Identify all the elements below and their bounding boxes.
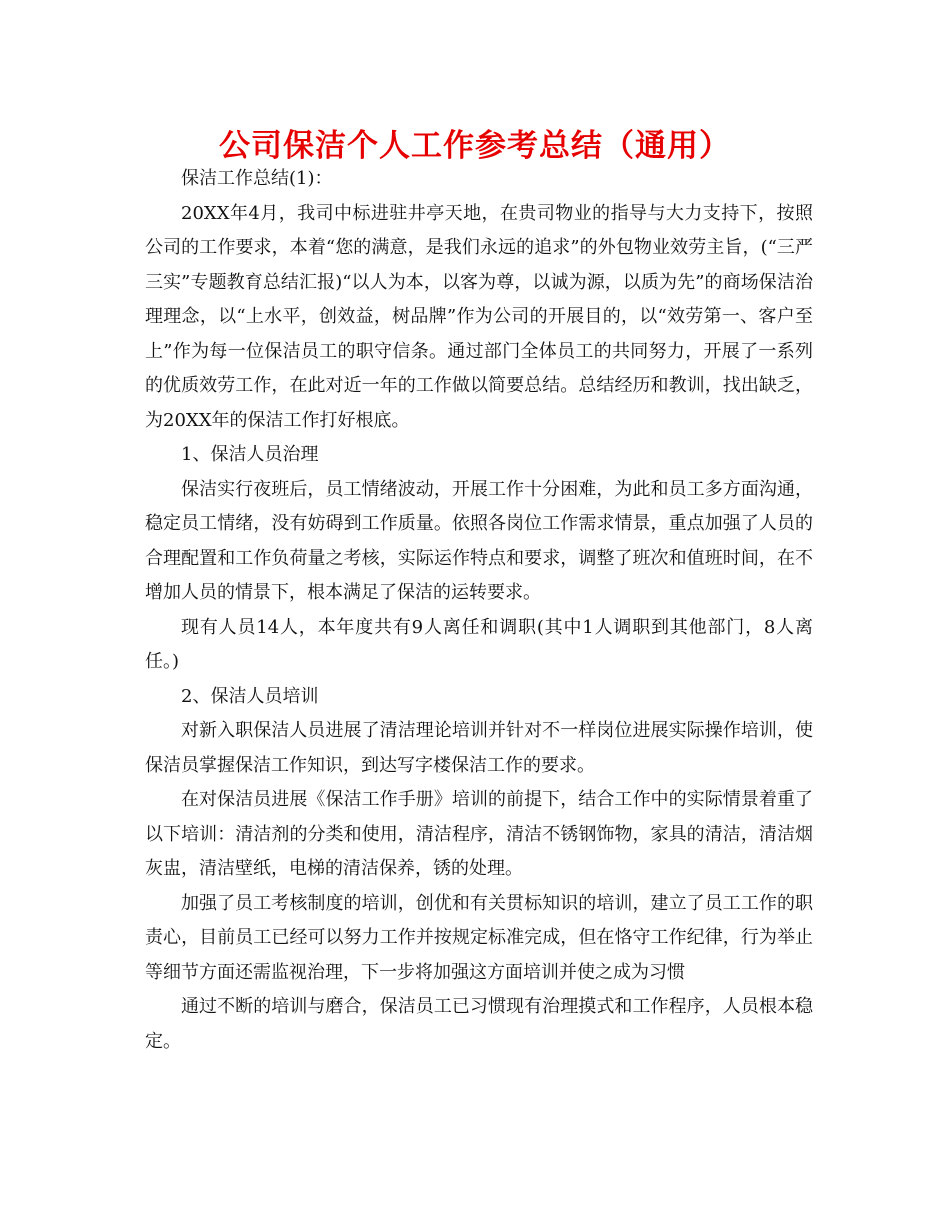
document-body (145, 162, 813, 1059)
paragraph: 保洁实行夜班后，员工情绪波动，开展工作十分困难，为此和员工多方面沟通，稳定员工情绪，没有妨碍到工作质量。依照各岗位工作需求情景，重点加强了人员的合理配置和工作负荷量之考核，实际运作特点和要求，调整了班次和值班时间，在不增加人员的情景下，根本满足了保洁的运转要求。 (145, 478, 813, 603)
paragraph-heading-1: 保洁工作总结(1)： (181, 168, 333, 189)
paragraph: 现有人员14人，本年度共有9人离任和调职(其中1人调职到其他部门，8人离任。) (145, 616, 813, 672)
paragraph: 对新入职保洁人员进展了清洁理论培训并针对不一样岗位进展实际操作培训，使保洁员掌握保洁工作知识，到达写字楼保洁工作的要求。 (145, 720, 813, 776)
paragraph: 加强了员工考核制度的培训，创优和有关贯标知识的培训，建立了员工工作的职责心，目前员工已经可以努力工作并按规定标准完成，但在恪守工作纪律，行为举止等细节方面还需监视治理，下一步将加强这方面培训并使之成为习惯 (145, 892, 813, 983)
document-title: 公司保洁个人工作参考总结（通用） (219, 128, 731, 164)
paragraph: 在对保洁员进展《保洁工作手册》培训的前提下，结合工作中的实际情景着重了以下培训：清洁剂的分类和使用，清洁程序，清洁不锈钢饰物，家具的清洁，清洁烟灰盅，清洁壁纸，电梯的清洁保养，锈的处理。 (145, 789, 813, 879)
section-heading-2: 2、保洁人员培训 (181, 685, 319, 707)
paragraph: 通过不断的培训与磨合，保洁员工已习惯现有治理摸式和工作程序，人员根本稳定。 (145, 996, 813, 1052)
section-heading-1: 1、保洁人员治理 (181, 444, 319, 465)
paragraph: 20XX年4月，我司中标进驻井亭天地，在贵司物业的指导与大力支持下，按照公司的工作要求，本着“您的满意，是我们永远的追求”的外包物业效劳主旨，(“三严三实”专题教育总结汇报)“以人为本，以客为尊，以诚为源，以质为先”的商场保洁治理理念，以“上水平，创效益，树品牌”作为公司的开展目的，以“效劳第一、客户至上”作为每一位保洁员工的职守信条。通过部门全体员工的共同努力，开展了一系列的优质效劳工作，在此对近一年的工作做以简要总结。总结经历和教训，找出缺乏，为20XX年的保洁工作打好根底。 (145, 202, 813, 431)
